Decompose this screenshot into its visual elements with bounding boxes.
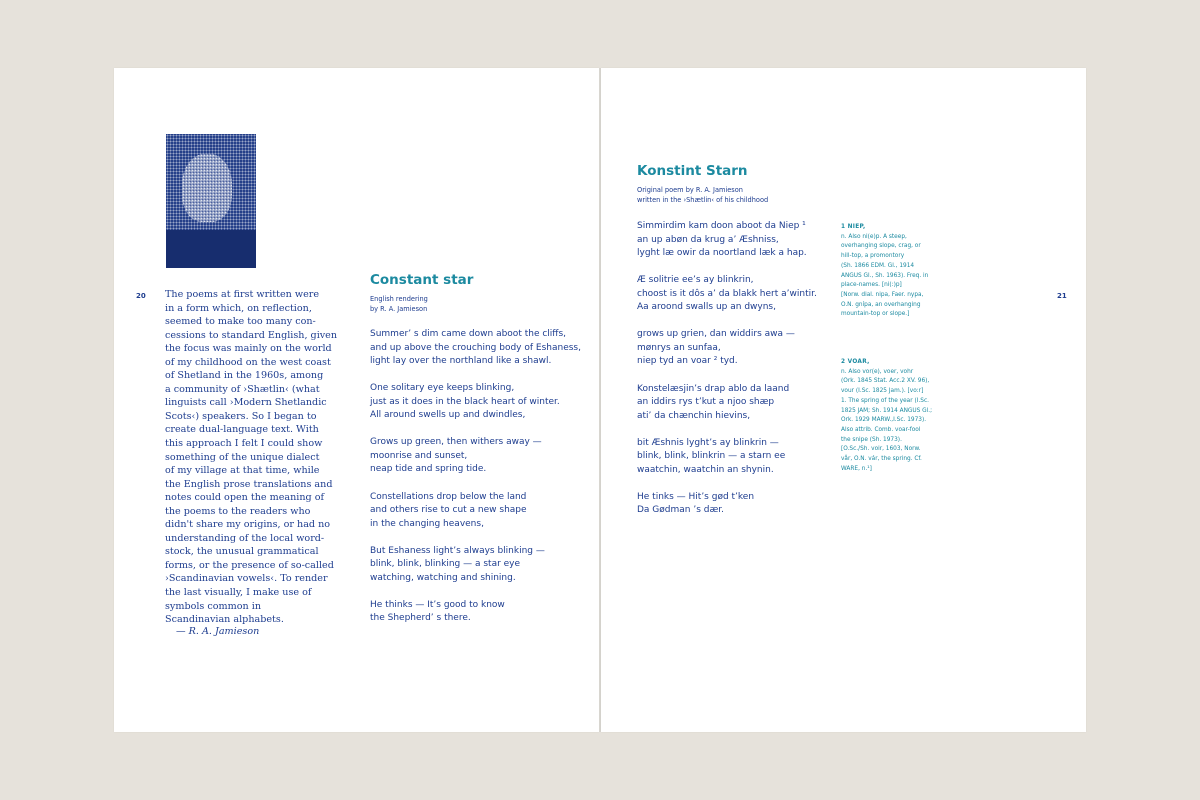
verse-line: neap tide and spring tide. bbox=[370, 464, 487, 475]
book-spread bbox=[114, 68, 1086, 732]
verse-line: niep tyd an voar ² tyd. bbox=[637, 356, 738, 367]
stanza bbox=[370, 382, 581, 423]
verse-line: Æ solitrie ee’s ay blinkrin, bbox=[637, 275, 754, 286]
prose-line: the poems to the readers who bbox=[165, 505, 311, 517]
verse-line: watching, watching and shining. bbox=[370, 572, 516, 583]
footnote-line: [Norw. dial. nipa, Faer. nypa, bbox=[841, 291, 924, 298]
prose-line: of my village at that time, while bbox=[165, 465, 320, 477]
verse-line: blink, blink, blinking — a star eye bbox=[370, 559, 521, 570]
verse-line: Constellations drop below the land bbox=[370, 491, 527, 502]
verse-line: bit Æshnis lyght’s ay blinkrin — bbox=[637, 437, 779, 448]
verse-line: and others rise to cut a new shape bbox=[370, 505, 527, 516]
prose-line: Scandinavian alphabets. bbox=[165, 614, 284, 626]
verse-line: One solitary eye keeps blinking, bbox=[370, 383, 515, 394]
stanza bbox=[370, 545, 581, 586]
stanza bbox=[370, 599, 581, 626]
stanza bbox=[637, 328, 817, 369]
prose-line: understanding of the local word- bbox=[165, 532, 325, 544]
prose-line: stock, the unusual grammatical bbox=[165, 546, 319, 558]
left-page bbox=[114, 68, 599, 732]
stanza bbox=[370, 491, 581, 532]
verse-line: grows up grien, dan widdirs awa — bbox=[637, 329, 795, 340]
footnote-niep bbox=[841, 223, 937, 320]
poem-subtitle-english bbox=[370, 294, 428, 314]
prose-line: seemed to make too many con- bbox=[165, 316, 316, 328]
verse-line: blink, blink, blinkrin — a starn ee bbox=[637, 451, 786, 462]
verse-line: Aa aroond swalls up an dwyns, bbox=[637, 302, 776, 313]
verse-line: mønrys an sunfaa, bbox=[637, 342, 721, 353]
portrait-face bbox=[182, 154, 232, 222]
footnote-headword: 1 NIEP, bbox=[841, 224, 866, 230]
verse-line: waatchin, waatchin an shynin. bbox=[637, 464, 774, 475]
footnote-line: 1. The spring of the year (I.Sc. bbox=[841, 397, 929, 404]
stanza bbox=[637, 383, 817, 424]
page-number-right: 21 bbox=[1057, 292, 1067, 300]
verse-line: Da Gødman ’s dær. bbox=[637, 505, 725, 516]
verse-line: But Eshaness light’s always blinking — bbox=[370, 545, 545, 556]
prose-line: of my childhood on the west coast bbox=[165, 356, 331, 368]
footnote-headword: 2 VOAR, bbox=[841, 359, 870, 365]
prose-line: linguists call ›Modern Shetlandic bbox=[165, 397, 327, 409]
author-portrait bbox=[166, 134, 256, 268]
right-page bbox=[601, 68, 1086, 732]
footnote-line: (Ork. 1845 Stat. Acc.2 XV. 96), bbox=[841, 378, 930, 385]
prose-line: a community of ›Shætlin‹ (what bbox=[165, 383, 320, 395]
prose-line: forms, or the presence of so-called bbox=[165, 559, 334, 571]
verse-line: light lay over the northland like a shawl. bbox=[370, 356, 552, 367]
verse-line: and up above the crouching body of Eshaness, bbox=[370, 342, 581, 353]
prose-line: something of the unique dialect bbox=[165, 451, 320, 463]
page-number-left: 20 bbox=[136, 292, 146, 300]
subtitle-line: English rendering bbox=[370, 295, 428, 303]
verse-line: an up abøn da krug a’ Æshniss, bbox=[637, 234, 779, 245]
prose-line: in a form which, on reflection, bbox=[165, 302, 312, 314]
stanza bbox=[637, 274, 817, 315]
verse-line: choost is it dôs a’ da blakk hert a’wintir. bbox=[637, 288, 817, 299]
verse-line: He thinks — It’s good to know bbox=[370, 599, 505, 610]
footnote-line: hill-top, a promontory bbox=[841, 253, 905, 260]
verse-line: ati’ da chænchin hievins, bbox=[637, 410, 751, 421]
subtitle-line: written in the ›Shætlin‹ of his childhood bbox=[637, 196, 769, 204]
subtitle-line: by R. A. Jamieson bbox=[370, 305, 428, 313]
footnote-line: Also attrib. Comb. voar-fool bbox=[841, 426, 921, 433]
footnote-voar bbox=[841, 358, 937, 474]
prose-line: notes could open the meaning of bbox=[165, 492, 325, 504]
poem-title-english: Constant star bbox=[370, 272, 474, 288]
prose-line: ›Scandinavian vowels‹. To render bbox=[165, 573, 328, 585]
footnote-line: overhanging slope, crag, or bbox=[841, 243, 921, 250]
poem-shetlandic bbox=[637, 220, 817, 532]
footnote-line: vour (I.Sc. 1825 Jam.). [vo:r] bbox=[841, 388, 924, 395]
verse-line: moonrise and sunset, bbox=[370, 450, 468, 461]
footnote-line: mountain-top or slope.] bbox=[841, 311, 910, 318]
verse-line: the Shepherd’ s there. bbox=[370, 613, 471, 624]
stanza bbox=[637, 491, 817, 518]
verse-line: He tinks — Hit’s gød t’ken bbox=[637, 491, 755, 502]
prose-line: of Shetland in the 1960s, among bbox=[165, 370, 324, 382]
prose-line: Scots‹) speakers. So I began to bbox=[165, 410, 317, 422]
intro-prose bbox=[165, 288, 338, 627]
stanza bbox=[370, 436, 581, 477]
prose-line: symbols common in bbox=[165, 600, 261, 612]
poem-english bbox=[370, 328, 581, 640]
verse-line: All around swells up and dwindles, bbox=[370, 410, 526, 421]
subtitle-line: Original poem by R. A. Jamieson bbox=[637, 186, 743, 194]
stanza bbox=[637, 220, 817, 261]
footnote-line: vår, O.N. vár, the spring. Cf. bbox=[841, 456, 922, 463]
verse-line: Summer’ s dim came down aboot the cliffs, bbox=[370, 329, 567, 339]
footnote-line: n. Also vor(e), voer, vohr bbox=[841, 368, 914, 375]
prose-line: didn't share my origins, or had no bbox=[165, 519, 331, 531]
verse-line: Konstelæsjin’s drap ablo da laand bbox=[637, 383, 790, 394]
prose-line: this approach I felt I could show bbox=[165, 438, 323, 450]
verse-line: an iddirs rys t’kut a njoo shæp bbox=[637, 397, 775, 408]
footnote-line: ANGUS Gl., Sh. 1963). Freq. in bbox=[841, 272, 929, 279]
prose-line: the focus was mainly on the world bbox=[165, 343, 332, 355]
stanza bbox=[637, 437, 817, 478]
prose-line: The poems at first written were bbox=[165, 289, 320, 300]
verse-line: just as it does in the black heart of winter. bbox=[370, 396, 560, 407]
footnote-line: the snipe (Sh. 1973). bbox=[841, 436, 902, 443]
poem-title-shetlandic: Konstint Starn bbox=[637, 163, 748, 179]
portrait-shoulders bbox=[166, 230, 256, 268]
verse-line: Simmirdim kam doon aboot da Niep ¹ bbox=[637, 221, 806, 231]
signature: — R. A. Jamieson bbox=[176, 626, 260, 637]
footnote-line: O.N. gnípa, an overhanging bbox=[841, 301, 921, 308]
footnote-line: [O.Sc./Sh. voir, 1603, Norw. bbox=[841, 446, 921, 453]
footnote-line: 1825 JAM; Sh. 1914 ANGUS Gl.; bbox=[841, 407, 933, 414]
verse-line: Grows up green, then withers away — bbox=[370, 437, 542, 448]
verse-line: lyght læ owir da noortland læk a hap. bbox=[637, 248, 807, 259]
prose-line: cessions to standard English, given bbox=[165, 329, 338, 341]
prose-line: the English prose translations and bbox=[165, 478, 333, 490]
stanza bbox=[370, 328, 581, 369]
prose-line: create dual-language text. With bbox=[165, 424, 319, 436]
footnote-line: n. Also ni(e)p. A steep, bbox=[841, 233, 907, 240]
footnote-line: (Sh. 1866 EDM. Gl., 1914 bbox=[841, 262, 915, 269]
prose-line: the last visually, I make use of bbox=[165, 587, 312, 599]
footnote-line: WARE, n.¹] bbox=[841, 465, 872, 472]
poem-subtitle-shetlandic bbox=[637, 185, 768, 205]
verse-line: in the changing heavens, bbox=[370, 518, 484, 529]
footnote-line: Ork. 1929 MARW.,I.Sc. 1973). bbox=[841, 417, 927, 424]
footnote-line: place-names. [ni(:)p] bbox=[841, 282, 902, 289]
